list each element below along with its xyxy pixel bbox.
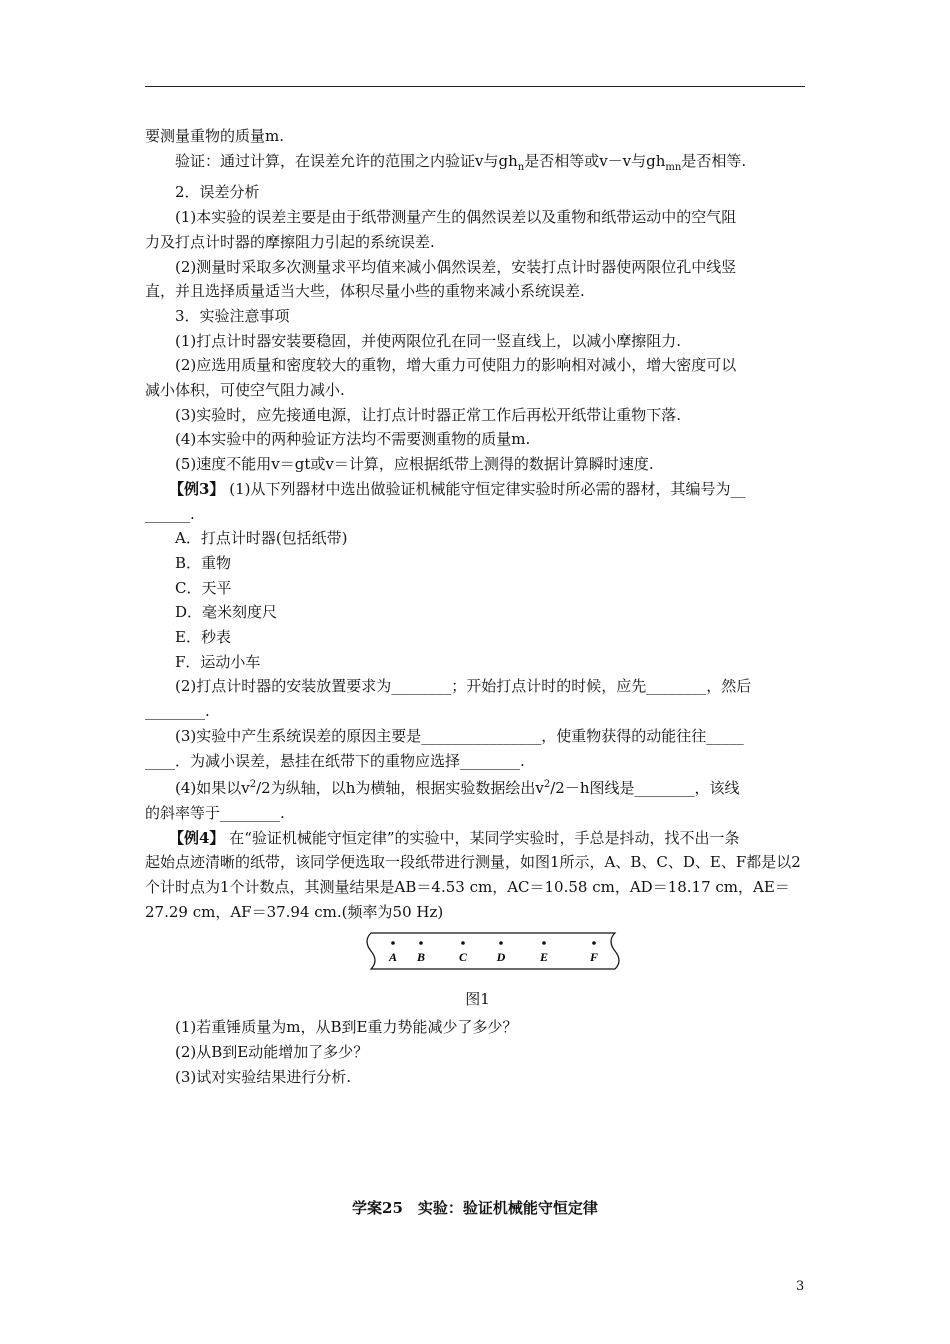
text-line: 力及打点计时器的摩擦阻力引起的系统误差. — [145, 232, 435, 251]
header-rule — [145, 86, 805, 87]
text-line: ____．为减小误差，悬挂在纸带下的重物应选择________. — [145, 751, 525, 770]
text-line: (5)速度不能用v＝gt或v＝计算，应根据纸带上测得的数据计算瞬时速度. — [175, 455, 654, 474]
example-4-question-2: (2)从B到E动能增加了多少？ — [175, 1042, 369, 1061]
tape-point-dot — [461, 941, 465, 945]
text-line: 起始点迹清晰的纸带，该同学便选取一段纸带进行测量，如图1所示，A、B、C、D、E、F都是以2 — [145, 853, 801, 872]
text-line: 验证：通过计算，在误差允许的范围之内验证v与$gh_n$是否相等或v－v与$gh_{mn}$是否相等. — [175, 151, 747, 173]
tape-point-label: D — [496, 949, 506, 964]
text-line: 27.29 cm，AF＝37.94 cm.(频率为50 Hz) — [145, 902, 444, 921]
text-line: ______. — [145, 504, 195, 523]
text-line: (1)本实验的误差主要是由于纸带测量产生的偶然误差以及重物和纸带运动中的空气阻 — [175, 208, 737, 227]
option-d: D．毫米刻度尺 — [175, 603, 278, 622]
paper-tape-svg — [363, 929, 625, 973]
text-line: 的斜率等于________. — [145, 803, 285, 822]
tape-point-dot — [419, 941, 423, 945]
subheading-notes: 3．实验注意事项 — [175, 306, 290, 325]
text-line: 减小体积，可使空气阻力减小. — [145, 381, 345, 400]
tape-point-label: A — [388, 949, 398, 964]
paper-tape-figure — [145, 929, 810, 977]
example-4-line-1: 【例4】 在“验证机械能守恒定律”的实验中，某同学实验时，手总是抖动，找不出一条 — [169, 828, 740, 847]
text-line: 要测量重物的质量m. — [145, 127, 284, 145]
example-4-tag: 【例4】 — [169, 828, 225, 847]
option-c: C．天平 — [175, 578, 232, 597]
example-4-question-3: (3)试对实验结果进行分析. — [175, 1067, 352, 1086]
subheading-error-analysis: 2．误差分析 — [175, 183, 260, 202]
text-line: 个计时点为1个计数点，其测量结果是AB＝4.53 cm，AC＝10.58 cm，AD＝18.17 cm，AE＝ — [145, 878, 790, 897]
text-line: (2)测量时采取多次测量求平均值来减小偶然误差，安装打点计时器使两限位孔中线竖 — [175, 257, 737, 276]
text-line: (2)应选用质量和密度较大的重物，增大重力可使阻力的影响相对减小，增大密度可以 — [175, 356, 737, 375]
text-line: (1)打点计时器安装要稳固，并使两限位孔在同一竖直线上，以减小摩擦阻力. — [175, 331, 682, 350]
example-3-question-4: (4)如果以$v^2/2$为纵轴，以h为横轴，根据实验数据绘出$v^2/2-h$图线是________，该线 — [175, 779, 740, 798]
text-line: 直，并且选择质量适当大些，体积尽量小些的重物来减小系统误差. — [145, 282, 585, 301]
figure-caption: 图1 — [465, 989, 490, 1008]
option-e: E．秒表 — [175, 628, 231, 647]
option-b: B．重物 — [175, 553, 232, 572]
example-3-question-2: (2)打点计时器的安装放置要求为________；开始打点计时的时候，应先________，然后 — [175, 677, 752, 696]
section-title: 学案25 实验：验证机械能守恒定律 — [352, 1199, 598, 1217]
page-number: 3 — [796, 1279, 805, 1294]
option-a: A．打点计时器(包括纸带) — [175, 529, 348, 548]
text-line: (3)实验时，应先接通电源，让打点计时器正常工作后再松开纸带让重物下落. — [175, 405, 682, 424]
page-body — [145, 124, 810, 1089]
example-3-tag: 【例3】 — [169, 479, 225, 498]
example-3-question-1: 【例3】 (1)从下列器材中选出做验证机械能守恒定律实验时所必需的器材，其编号为__ — [169, 479, 746, 498]
tape-point-label: C — [458, 949, 468, 964]
tape-point-label: E — [539, 949, 549, 964]
tape-point-label: B — [416, 949, 426, 964]
text-line: ________. — [145, 702, 210, 721]
tape-point-dot — [542, 941, 546, 945]
text-line: (4)本实验中的两种验证方法均不需要测重物的质量m. — [175, 430, 531, 449]
option-f: F．运动小车 — [175, 652, 261, 671]
tape-point-dot — [391, 941, 395, 945]
tape-point-label: F — [589, 949, 599, 964]
example-4-question-1: (1)若重锤质量为m，从B到E重力势能减少了多少？ — [175, 1018, 518, 1037]
tape-point-dot — [499, 941, 503, 945]
example-3-question-3: (3)实验中产生系统误差的原因主要是________________，使重物获得的动能往往_____ — [175, 726, 744, 745]
tape-point-dot — [592, 941, 596, 945]
